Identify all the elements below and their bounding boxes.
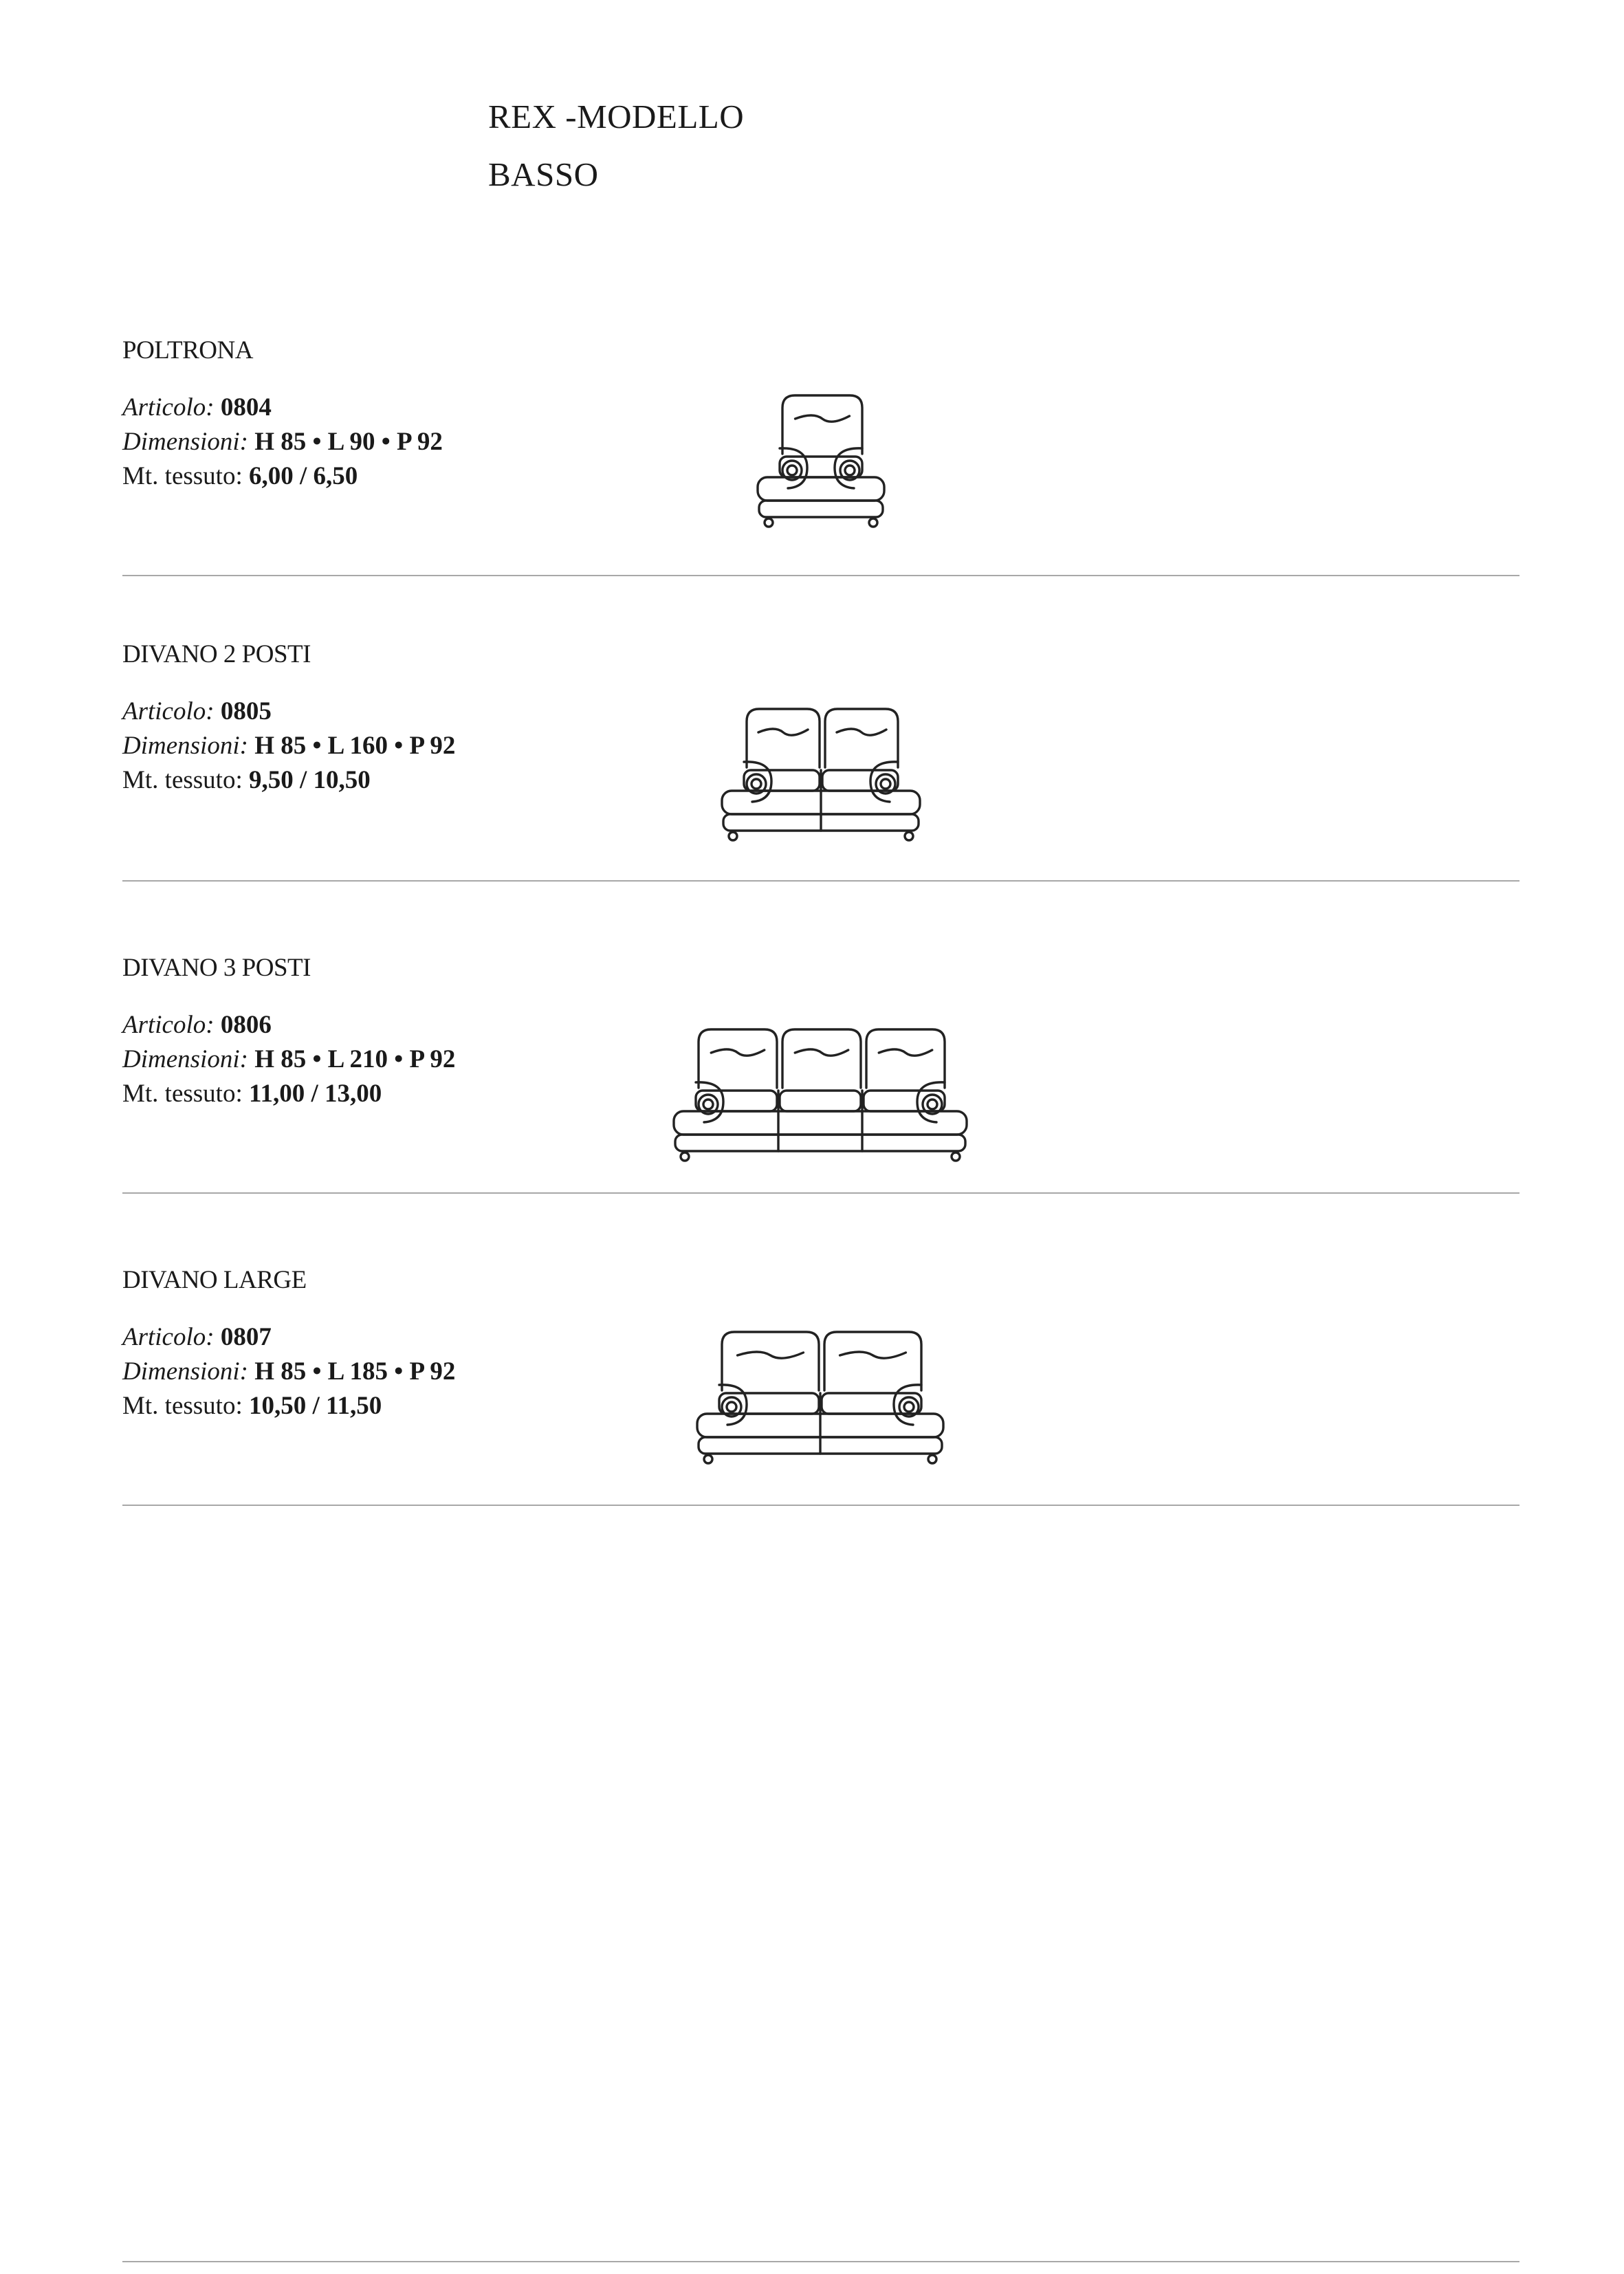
section-divider	[122, 880, 1519, 882]
dimensions-value: H 85 • L 185 • P 92	[254, 1357, 456, 1386]
title-line-variant: BASSO	[488, 155, 599, 193]
base-band	[675, 1135, 965, 1151]
article-row	[122, 695, 455, 729]
two-seat-sofa-icon	[712, 704, 930, 854]
back-cushion	[747, 709, 820, 767]
product-specs	[122, 391, 443, 494]
cushion-wave	[879, 1049, 932, 1056]
cushion-wave	[840, 1352, 906, 1358]
fabric-value: 11,00 / 13,00	[249, 1080, 382, 1108]
dimensions-value: H 85 • L 160 • P 92	[254, 732, 456, 760]
back-cushion	[824, 1332, 921, 1390]
arm-scroll-inner	[703, 1100, 713, 1109]
back-cushion	[699, 1029, 777, 1088]
fabric-row	[122, 763, 455, 798]
back-cushion	[866, 1029, 945, 1088]
page-bottom-rule	[122, 2261, 1519, 2262]
leg	[952, 1152, 960, 1161]
arm-scroll-inner	[727, 1402, 736, 1412]
section-divider	[122, 1505, 1519, 1506]
dimensions-row	[122, 1042, 455, 1077]
product-specs	[122, 695, 455, 798]
article-value: 0807	[220, 1323, 272, 1351]
cushion-wave	[795, 415, 850, 422]
fabric-label: Mt. tessuto:	[122, 1080, 243, 1108]
fabric-value: 6,00 / 6,50	[249, 462, 358, 490]
document-title	[488, 88, 744, 204]
back-cushion	[782, 1029, 861, 1088]
title-line-model: REX -MODELLO	[488, 98, 745, 135]
arm-scroll-inner	[845, 466, 855, 475]
dimensions-row	[122, 1355, 455, 1389]
article-label: Articolo:	[122, 697, 215, 725]
leg	[681, 1152, 689, 1161]
three-seat-sofa-icon	[664, 1025, 976, 1170]
fabric-label: Mt. tessuto:	[122, 462, 243, 490]
cushion-wave	[738, 1352, 804, 1358]
arm-scroll-inner	[751, 779, 761, 789]
section-divider	[122, 1192, 1519, 1194]
dimensions-row	[122, 425, 443, 459]
product-name: POLTRONA	[122, 336, 253, 364]
article-row	[122, 1008, 455, 1042]
fabric-row	[122, 1389, 455, 1423]
cushion-wave	[711, 1049, 765, 1056]
cushion-wave	[758, 729, 808, 735]
product-name: DIVANO LARGE	[122, 1266, 307, 1294]
dimensions-value: H 85 • L 210 • P 92	[254, 1045, 456, 1073]
fabric-value: 10,50 / 11,50	[249, 1392, 382, 1420]
back-cushion	[825, 709, 898, 767]
seat-cushion	[780, 1091, 861, 1111]
article-value: 0806	[220, 1011, 272, 1039]
section-divider	[122, 575, 1519, 576]
article-value: 0805	[220, 697, 272, 725]
article-label: Articolo:	[122, 393, 215, 422]
article-label: Articolo:	[122, 1011, 215, 1039]
base-band	[759, 501, 883, 517]
fabric-label: Mt. tessuto:	[122, 766, 243, 794]
back-cushion	[722, 1332, 819, 1390]
dimensions-value: H 85 • L 90 • P 92	[254, 428, 443, 456]
dimensions-label: Dimensioni:	[122, 1045, 248, 1073]
product-specs	[122, 1008, 455, 1111]
product-name: DIVANO 2 POSTI	[122, 640, 311, 668]
fabric-value: 9,50 / 10,50	[249, 766, 371, 794]
front-band	[758, 477, 884, 501]
cushion-wave	[837, 729, 886, 735]
large-sofa-icon	[688, 1327, 953, 1473]
armchair-icon	[748, 391, 894, 536]
article-row	[122, 1320, 455, 1355]
leg	[765, 518, 773, 527]
product-name: DIVANO 3 POSTI	[122, 954, 311, 982]
arm-scroll-inner	[904, 1402, 914, 1412]
back-cushion	[782, 395, 862, 454]
fabric-label: Mt. tessuto:	[122, 1392, 243, 1420]
arm-scroll-inner	[928, 1100, 937, 1109]
leg	[869, 518, 877, 527]
dimensions-label: Dimensioni:	[122, 732, 248, 760]
article-value: 0804	[220, 393, 272, 422]
leg	[729, 832, 737, 840]
leg	[928, 1455, 936, 1463]
dimensions-label: Dimensioni:	[122, 428, 248, 456]
dimensions-row	[122, 729, 455, 763]
leg	[704, 1455, 712, 1463]
fabric-row	[122, 1077, 455, 1111]
article-label: Articolo:	[122, 1323, 215, 1351]
cushion-wave	[795, 1049, 848, 1056]
article-row	[122, 391, 443, 425]
leg	[905, 832, 913, 840]
dimensions-label: Dimensioni:	[122, 1357, 248, 1386]
front-band	[674, 1111, 967, 1135]
arm-scroll-inner	[881, 779, 890, 789]
arm-scroll-inner	[787, 466, 797, 475]
fabric-row	[122, 459, 443, 494]
product-specs	[122, 1320, 455, 1423]
